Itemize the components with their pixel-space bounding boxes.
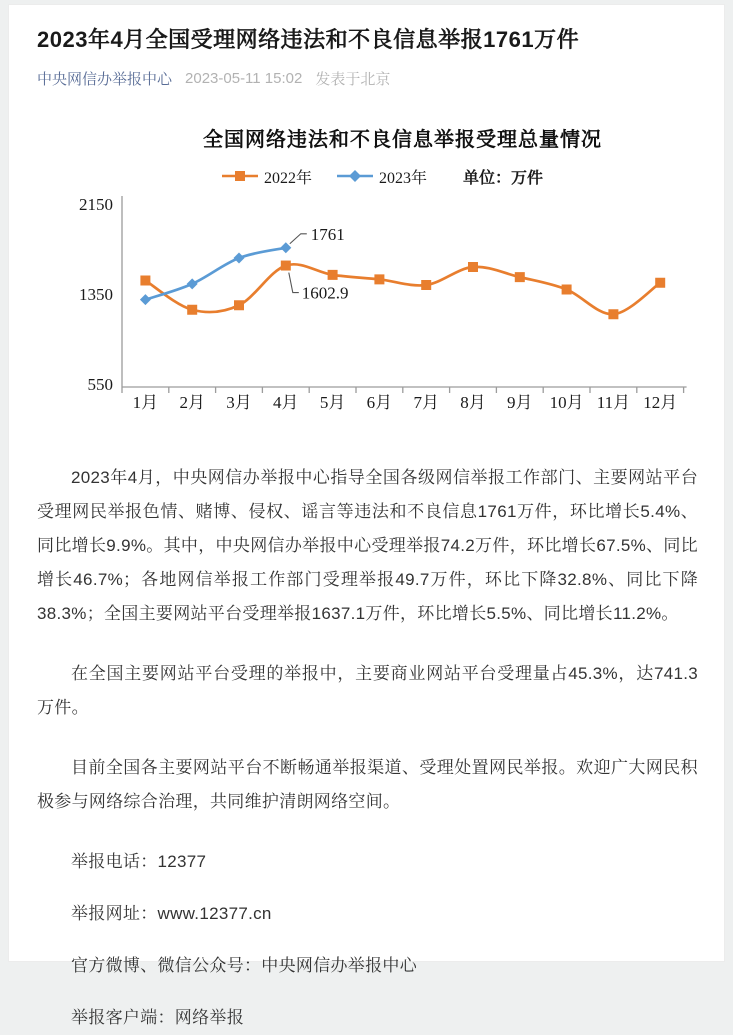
- chart-legend: [62, 165, 702, 188]
- chart-unit-label: 单位：万件: [463, 169, 544, 187]
- legend-label-2023: 2023年: [378, 169, 427, 187]
- paragraph: 2023年4月，中央网信办举报中心指导全国各级网信举报工作部门、主要网站平台受理网民举报色情、赌博、侵权、谣言等违法和不良信息1761万件，环比增长5.4%、同比增长9.9%。其中，中央网信办举报中心受理举报74.2万件，环比增长67.5%、同比增长46.7%；各地网信举报工作部门受理举报49.7万件，环比下降32.8%、同比下降38.3%；全国主要网站平台受理举报1637.1万件，环比增长5.5%、同比增长11.2%。: [37, 467, 698, 623]
- data-point: [515, 272, 525, 282]
- data-point: [140, 275, 150, 285]
- page-title: 2023年4月全国受理网络违法和不良信息举报1761万件: [37, 27, 580, 52]
- x-tick-label: 11月: [596, 392, 631, 412]
- legend-label-2022: 2022年: [263, 169, 312, 187]
- x-tick-label: 4月: [273, 392, 299, 412]
- legend-item-2023: [336, 165, 427, 188]
- data-point: [328, 270, 338, 280]
- annotation-line: [290, 234, 307, 244]
- series-line-2023年: [145, 248, 285, 300]
- contact-phone: 举报电话：12377: [71, 851, 207, 871]
- data-point: [234, 252, 245, 263]
- x-tick-label: 5月: [319, 392, 346, 412]
- article-body: [37, 461, 698, 1035]
- paragraph: 目前全国各主要网站平台不断畅通举报渠道、受理处置网民举报。欢迎广大网民积极参与网络综合治理，共同维护清朗网络空间。: [37, 757, 698, 811]
- x-tick-label: 6月: [366, 392, 393, 412]
- x-tick-label: 12月: [643, 392, 678, 412]
- x-tick-label: 10月: [549, 392, 584, 412]
- legend-swatch-square-icon: [221, 169, 259, 183]
- legend-swatch-diamond-icon: [336, 169, 374, 183]
- data-point: [374, 274, 384, 284]
- data-point: [468, 262, 478, 272]
- page: [0, 4, 733, 1027]
- data-point: [140, 294, 151, 305]
- data-point: [234, 300, 244, 310]
- data-point: [187, 278, 198, 289]
- y-tick-label: 2150: [79, 194, 113, 214]
- data-point: [608, 309, 618, 319]
- annotation-line: [289, 272, 299, 292]
- paragraph: 在全国主要网站平台受理的举报中，主要商业网站平台受理量占45.3%，达741.3万件。: [37, 663, 698, 717]
- x-tick-label: 1月: [132, 392, 159, 412]
- y-tick-label: 550: [87, 374, 113, 394]
- x-tick-label: 3月: [226, 392, 252, 412]
- data-point: [187, 305, 197, 315]
- x-tick-label: 9月: [507, 392, 533, 412]
- article-card: [8, 4, 725, 1027]
- legend-item-2022: [221, 165, 312, 188]
- byline: [37, 68, 696, 89]
- contact-social: 官方微博、微信公众号：中央网信办举报中心: [71, 955, 417, 975]
- data-point: [655, 278, 665, 288]
- annotation-label: 1602.9: [301, 283, 349, 303]
- data-point: [281, 260, 291, 270]
- author-link[interactable]: 中央网信办举报中心: [37, 70, 173, 88]
- x-tick-label: 7月: [413, 392, 439, 412]
- chart-title: 全国网络违法和不良信息举报受理总量情况: [203, 128, 602, 151]
- x-tick-label: 8月: [460, 392, 486, 412]
- contact-website: 举报网址：www.12377.cn: [71, 903, 272, 923]
- publish-location: 发表于北京: [315, 70, 391, 88]
- contact-app: 举报客户端：网络举报: [71, 1007, 244, 1027]
- x-tick-label: 2月: [179, 392, 205, 412]
- chart-header: [62, 123, 702, 188]
- annotation-label: 1761: [310, 224, 345, 244]
- chart-block: [62, 123, 702, 425]
- series-line-2022年: [145, 264, 660, 314]
- line-chart: [62, 190, 702, 425]
- publish-datetime: 2023-05-11 15:02: [185, 69, 303, 87]
- data-point: [280, 242, 291, 253]
- data-point: [562, 284, 572, 294]
- data-point: [421, 280, 431, 290]
- y-tick-label: 1350: [79, 284, 113, 304]
